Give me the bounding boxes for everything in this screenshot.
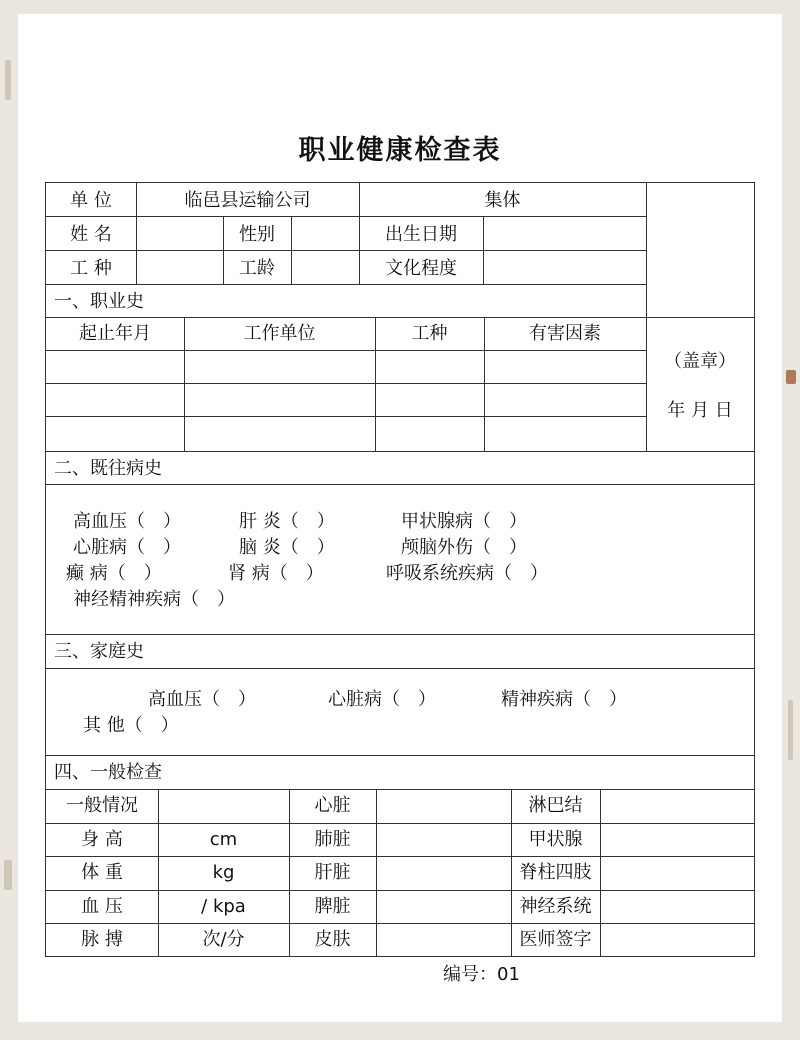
family-item: 心脏病（ ） [328,689,436,710]
history-item: 神经精神疾病（ ） [73,589,235,610]
column-header: 工种 [411,323,448,344]
section-general-exam: 四、一般检查 [54,762,162,783]
exam-label: 体 重 [81,862,123,883]
serial-number: 编号：01 [443,964,520,985]
exam-unit: 次/分 [202,929,245,950]
health-exam-form [45,182,755,957]
background-texture [786,370,796,384]
exam-item: 脊柱四肢 [519,862,592,883]
section-occupational-history: 一、职业史 [54,291,144,312]
gender-label: 性别 [239,224,275,245]
exam-organ: 脾脏 [314,896,351,917]
exam-organ: 肝脏 [314,862,351,883]
family-item: 精神疾病（ ） [501,689,627,710]
history-item: 癫 病（ ） [66,563,162,584]
exam-label: 脉 搏 [81,929,123,950]
exam-organ: 心脏 [314,795,351,816]
name-label: 姓 名 [70,224,112,245]
exam-item: 甲状腺 [528,829,583,850]
family-item: 其 他（ ） [83,715,179,736]
exam-organ: 肺脏 [314,829,351,850]
exam-item: 神经系统 [519,896,592,917]
unit-value: 临邑县运输公司 [184,190,311,211]
history-item: 肾 病（ ） [228,563,324,584]
section-past-history: 二、既往病史 [54,458,162,479]
background-texture [5,60,11,100]
exam-label: 身 高 [81,829,123,850]
history-item: 高血压（ ） [73,511,181,532]
exam-label: 血 压 [81,896,123,917]
history-item: 肝 炎（ ） [239,511,335,532]
exam-organ: 皮肤 [314,929,351,950]
job-label: 工 种 [70,258,112,279]
column-header: 工作单位 [243,323,316,344]
history-item: 颅脑外伤（ ） [401,537,527,558]
exam-unit: kg [212,862,235,883]
background-texture [788,700,793,760]
document-title: 职业健康检查表 [298,135,502,166]
stamp-seal: （盖章） [664,351,736,372]
unit-type: 集体 [484,190,521,211]
history-item: 脑 炎（ ） [239,537,335,558]
exam-unit: / kpa [201,896,246,917]
section-family-history: 三、家庭史 [54,641,144,662]
birth-label: 出生日期 [385,224,457,245]
background-texture [4,860,12,890]
unit-label: 单 位 [70,190,112,211]
seniority-label: 工龄 [239,258,275,279]
history-item: 呼吸系统疾病（ ） [386,563,548,584]
exam-unit: cm [209,829,238,850]
education-label: 文化程度 [385,258,457,279]
column-header: 起止年月 [79,323,151,344]
exam-item: 淋巴结 [528,795,583,816]
history-item: 心脏病（ ） [73,537,181,558]
history-item: 甲状腺病（ ） [401,511,527,532]
exam-label: 一般情况 [66,795,138,816]
exam-item: 医师签字 [519,929,592,950]
stamp-date: 年 月 日 [667,400,733,421]
family-item: 高血压（ ） [148,689,256,710]
column-header: 有害因素 [529,323,601,344]
